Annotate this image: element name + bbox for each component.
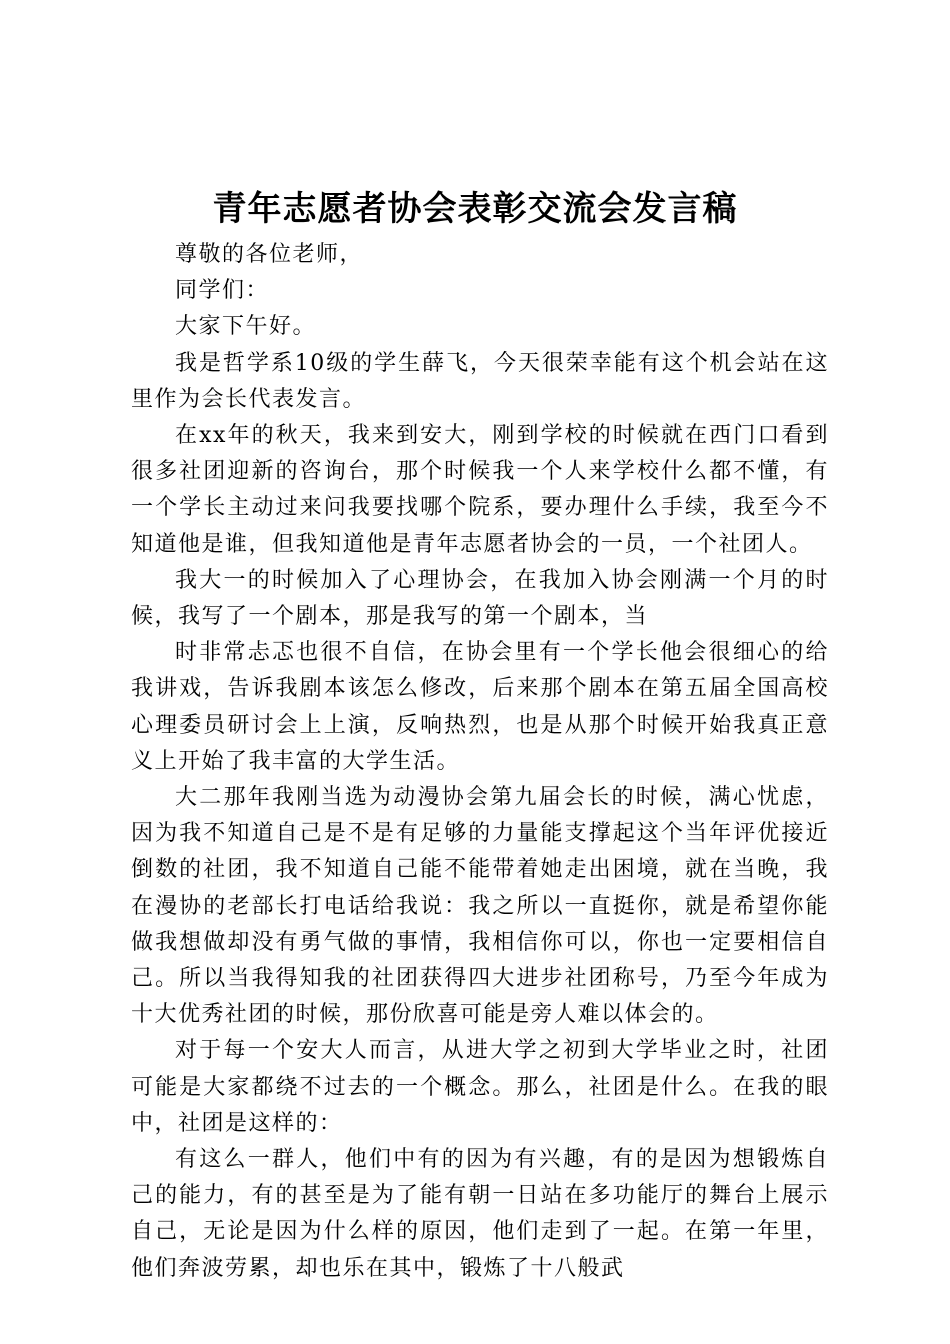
document-body xyxy=(131,237,829,1287)
paragraph-self-intro: 我是哲学系10级的学生薛飞，今天很荣幸能有这个机会站在这里作为会长代表发言。 xyxy=(131,350,829,412)
paragraph-psychology-association: 我大一的时候加入了心理协会，在我加入协会刚满一个月的时候，我写了一个剧本，那是我写的第一个剧本，当 xyxy=(131,567,829,630)
paragraph-good-afternoon: 大家下午好。 xyxy=(175,314,317,340)
paragraph-arrival: 在xx年的秋天，我来到安大，刚到学校的时候就在西门口看到很多社团迎新的咨询台，那个时候我一个人来学校什么都不懂，有一个学长主动过来问我要找哪个院系，要办理什么手续，我至今不知道他是谁，但我知道他是青年志愿者协会的一员，一个社团人。 xyxy=(131,423,829,557)
paragraph-script-story: 时非常忐忑也很不自信，在协会里有一个学长他会很细心的给我讲戏，告诉我剧本该怎么修改，后来那个剧本在第五届全国高校心理委员研讨会上上演，反响热烈，也是从那个时候开始我真正意义上开始了我丰富的大学生活。 xyxy=(131,640,829,774)
document-title: 青年志愿者协会表彰交流会发言稿 xyxy=(212,189,738,229)
paragraph-greeting-students: 同学们： xyxy=(175,278,270,304)
paragraph-greeting: 尊敬的各位老师， xyxy=(175,242,364,267)
paragraph-club-people: 有这么一群人，他们中有的因为有兴趣，有的是因为想锻炼自己的能力，有的甚至是为了能有朝一日站在多功能厅的舞台上展示自己，无论是因为什么样的原因，他们走到了一起。在第一年里，他们奔波劳累，却也乐在其中，锻炼了十八般武 xyxy=(131,1147,829,1281)
paragraph-anime-association: 大二那年我刚当选为动漫协会第九届会长的时候，满心忧虑，因为我不知道自己是不是有足够的力量能支撑起这个当年评优接近倒数的社团，我不知道自己能不能带着她走出困境，就在当晚，我在漫协的老部长打电话给我说：我之所以一直挺你，就是希望你能做我想做却没有勇气做的事情，我相信你可以，你也一定要相信自己。所以当我得知我的社团获得四大进步社团称号，乃至今年成为十大优秀社团的时候，那份欣喜可能是旁人难以体会的。 xyxy=(131,785,829,1028)
paragraph-what-is-club: 对于每一个安大人而言，从进大学之初到大学毕业之时，社团可能是大家都绕不过去的一个概念。那么，社团是什么。在我的眼中，社团是这样的： xyxy=(131,1038,829,1136)
